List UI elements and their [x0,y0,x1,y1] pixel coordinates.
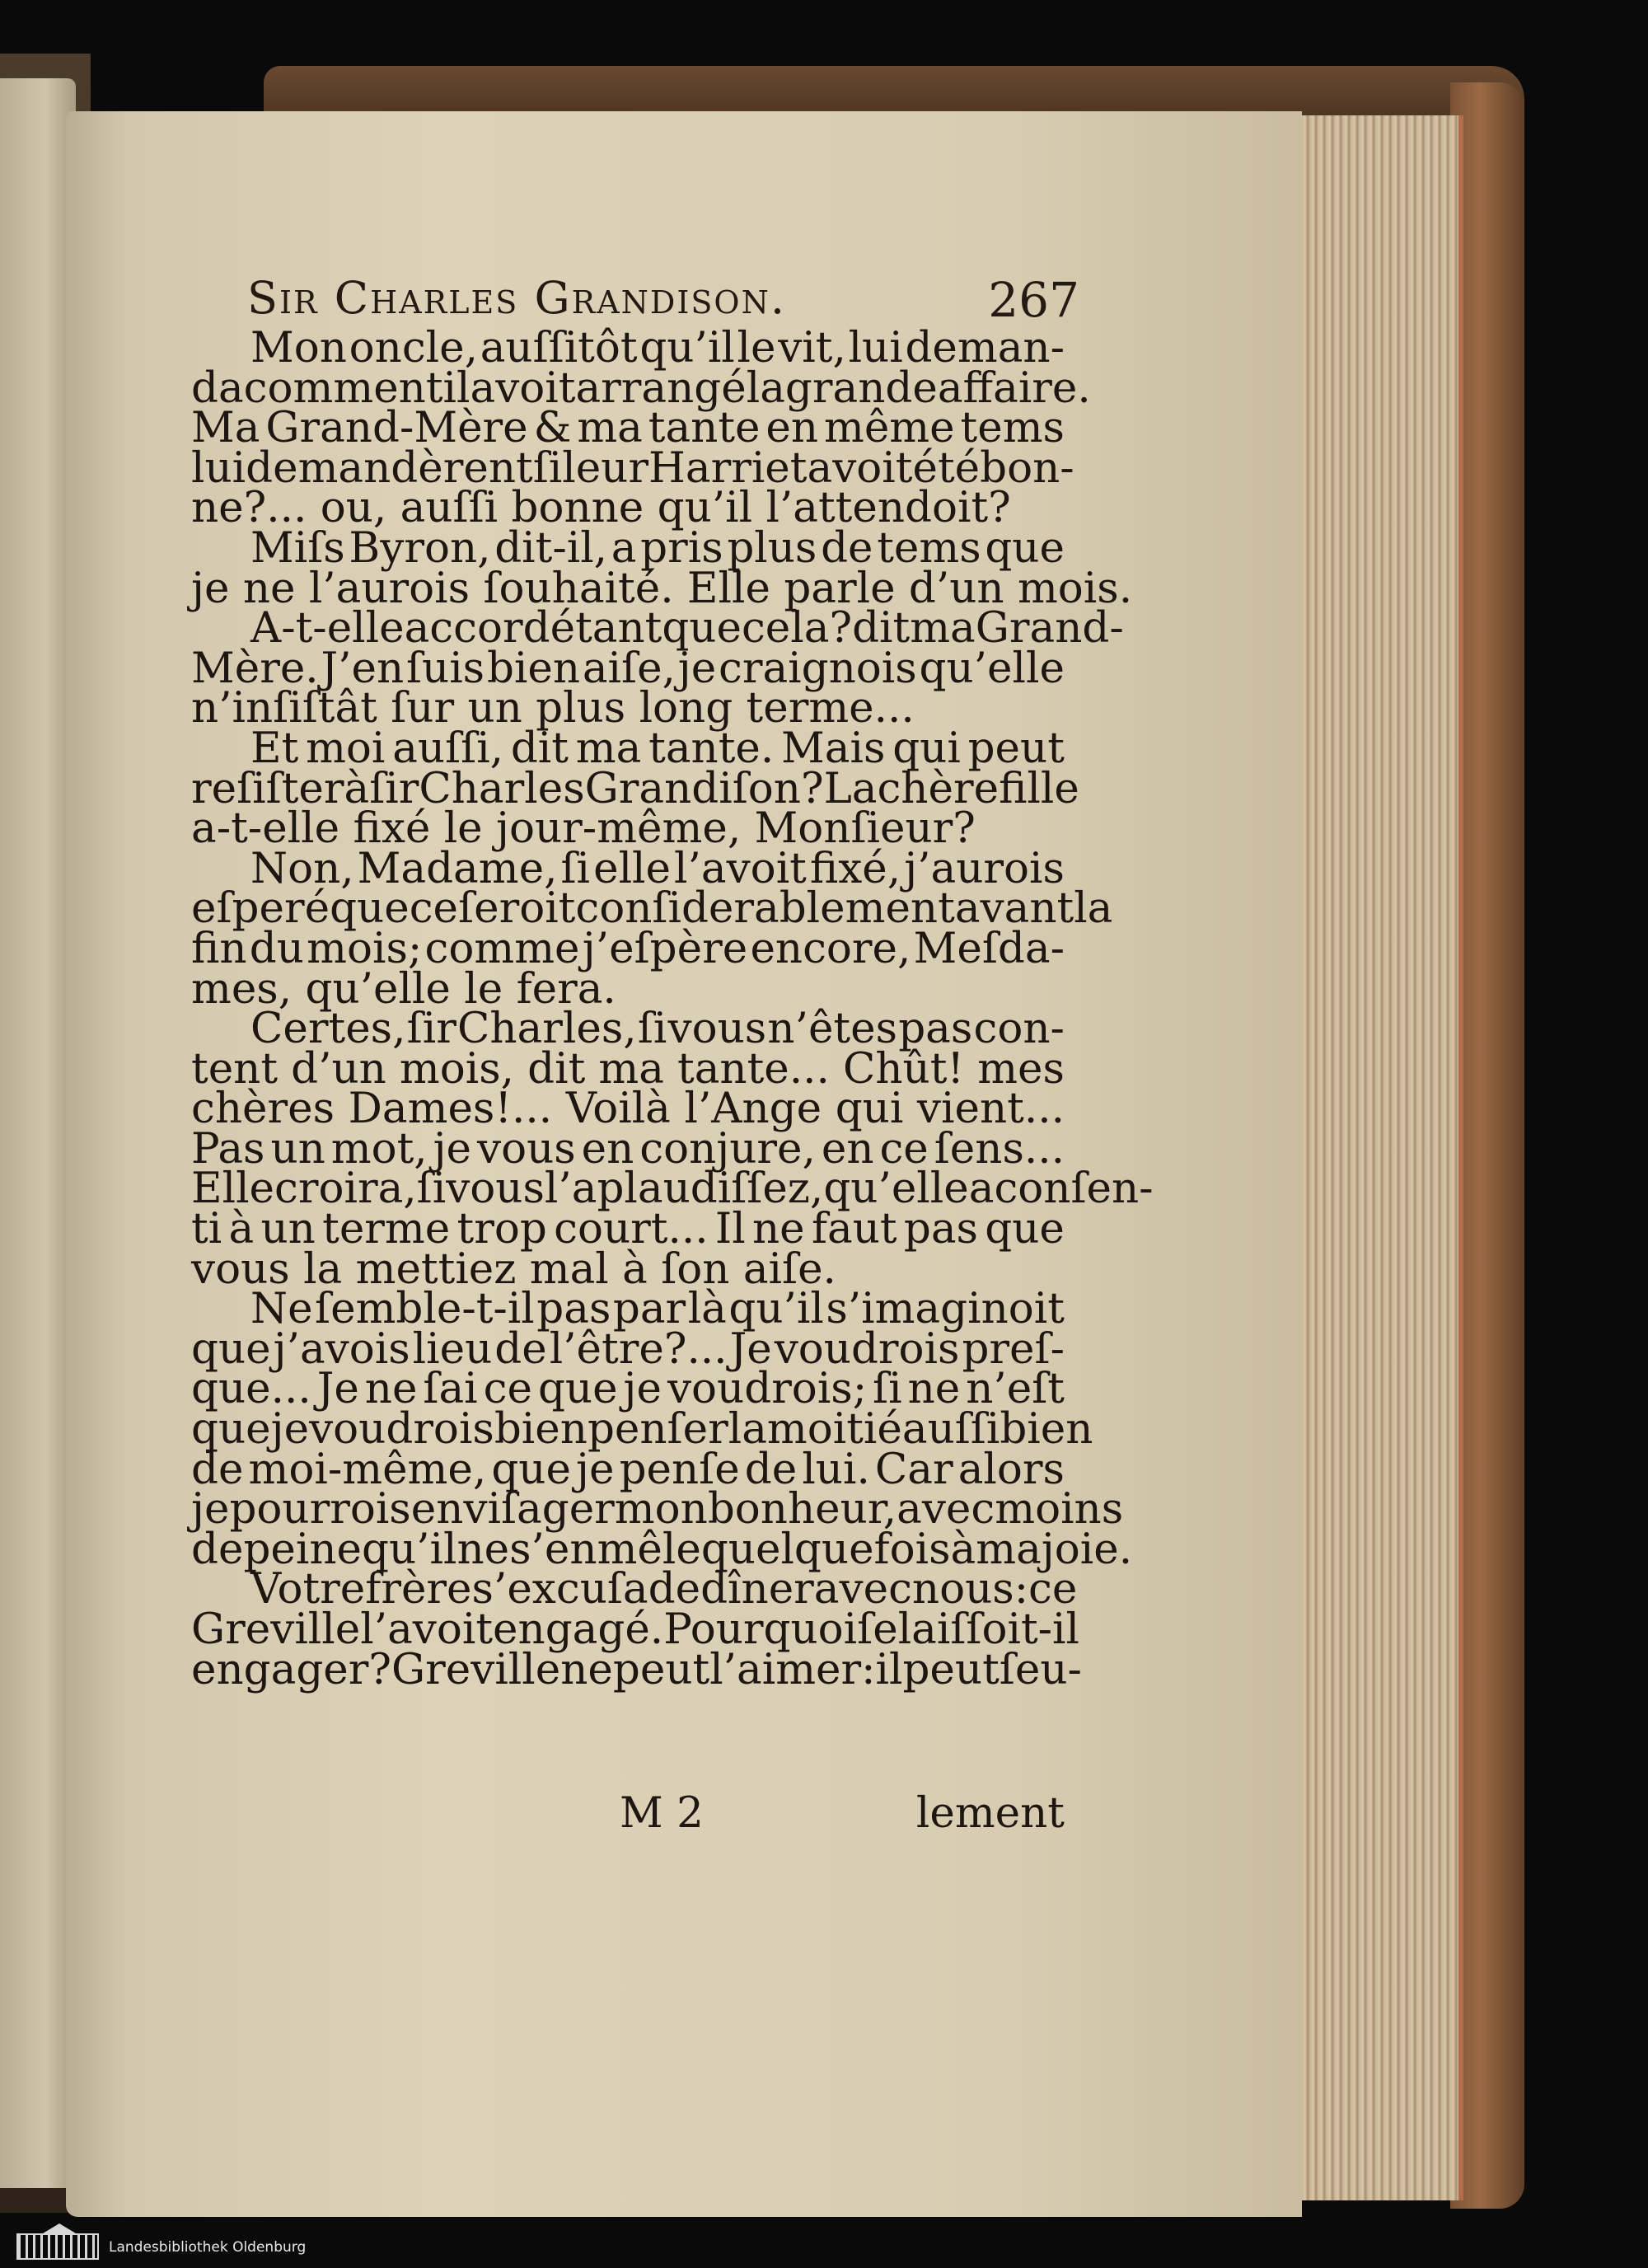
text-line: Mère. J’en ſuis bien aiſe, je craignois qu’elle [191,643,1065,693]
text-line: n’inſiſtât ſur un plus long terme... [191,683,915,733]
text-line: engager? Greville ne peut l’aimer: il peut ſeu- [191,1644,1082,1694]
page-edges [1285,115,1463,2200]
text-line: lui demandèrent ſi leur Harriet avoit été bon- [191,443,1074,493]
text-line: reſiſter à ſir Charles Grandiſon? La chère fille [191,763,1079,813]
text-line: Mon oncle, auſſitôt qu’il le vit, lui deman- [250,323,1065,373]
text-line: je pourrois enviſager mon bonheur, avec moins [191,1484,1124,1535]
text-line: Greville l’avoit engagé. Pourquoi ſe laiſſoit-il [191,1605,1079,1654]
text-line: Ne ſemble-t-il pas par là qu’il s’imaginoit [250,1284,1065,1334]
page-number: 267 [988,272,1079,328]
text-line: vous la mettiez mal à ſon aiſe. [191,1244,836,1294]
text-line: mes, qu’elle le fera. [191,963,616,1014]
text-line: Et moi auſſi, dit ma tante. Mais qui peut [250,723,1065,773]
text-line: Votre frère s’excuſa de dîner avec nous: ce [250,1564,1078,1614]
signature-mark: M 2 [620,1788,704,1838]
text-line: de peine qu’il ne s’en mêle quelquefois à ma joie. [191,1524,1133,1574]
library-logo-icon [16,2233,99,2260]
left-page-edge [0,78,76,2188]
text-line: que je voudrois bien penſer la moitié auſſi bien [191,1404,1093,1455]
institution-name: Landesbibliothek Oldenburg [109,2239,307,2256]
body-text [191,323,1154,1694]
page-footer [191,1788,1065,1838]
text-line: je ne l’aurois ſouhaité. Elle parle d’un mois. [191,563,1133,613]
text-line: Ma Grand-Mère & ma tante en même tems [191,403,1065,453]
running-title: Sir Charles Grandison. [247,272,786,324]
text-line: chères Dames!... Voilà l’Ange qui vient... [191,1084,1065,1134]
footer-banner [0,2225,1648,2268]
catchword: lement [915,1788,1065,1838]
text-line: A-t-elle accordé tant que cela? dit ma Grand- [250,603,1124,654]
text-line: que j’avois lieu de l’être?... Je voudrois preſ- [191,1324,1065,1374]
text-line: ti à un terme trop court... Il ne faut pas que [191,1204,1065,1254]
text-line: Certes, ſir Charles, ſi vous n’êtes pas con- [250,1004,1065,1054]
text-line: Non, Madame, ſi elle l’avoit fixé, j’aurois [250,843,1065,893]
text-line: a-t-elle fixé le jour-même, Monſieur? [191,804,976,854]
text-line: tent d’un mois, dit ma tante... Chût! mes [191,1043,1065,1094]
text-line: ne?... ou, auſſi bonne qu’il l’attendoit? [191,483,1011,533]
text-line: de moi-même, que je penſe de lui. Car alors [191,1444,1065,1494]
text-line: eſperé que ce ſeroit conſiderablement avant la [191,883,1113,934]
text-line: da comment il avoit arrangé la grande affaire. [191,363,1091,413]
text-line: Miſs Byron, dit-il, a pris plus de tems que [250,522,1065,573]
text-line: Elle croira, ſi vous l’aplaudiſſez, qu’elle a conſen- [191,1164,1154,1214]
text-line: fin du mois; comme j’eſpère encore, Meſda- [191,923,1065,973]
text-line: Pas un mot, je vous en conjure, en ce ſens... [191,1123,1065,1174]
text-line: que... Je ne ſai ce que je voudrois; ſi ne n’eſt [191,1364,1065,1414]
